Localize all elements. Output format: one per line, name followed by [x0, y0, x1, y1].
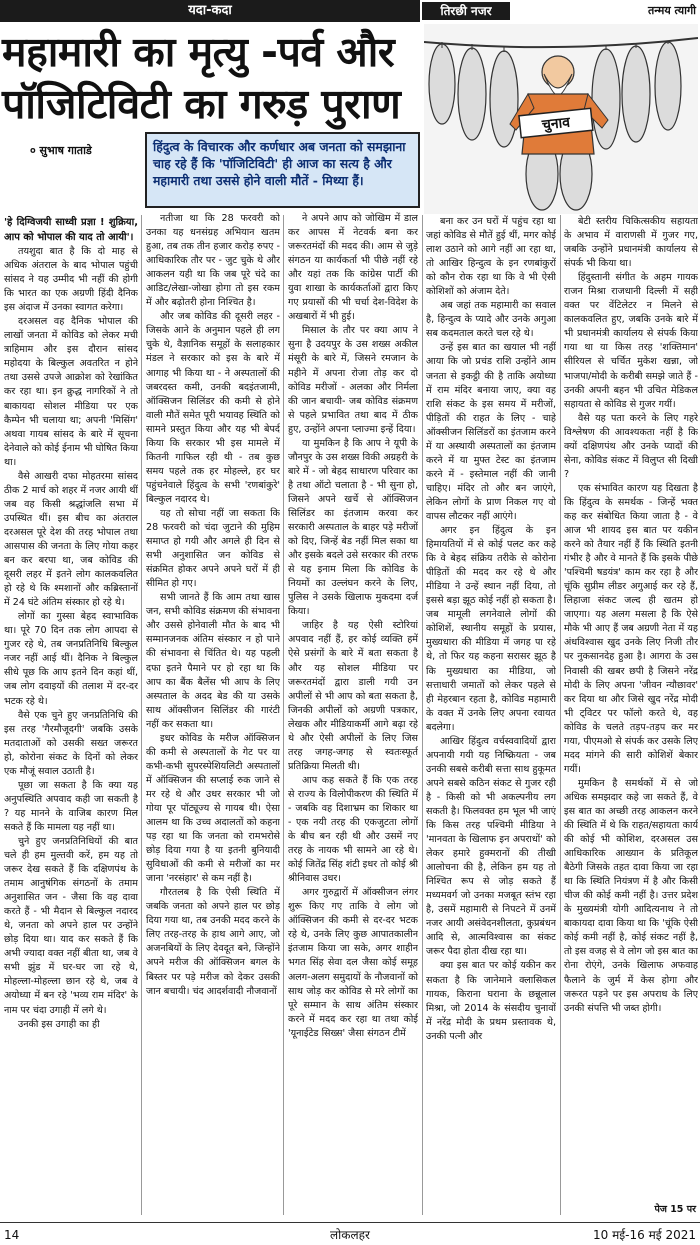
section-tag-tirchhi-nazar: तिरछी नजर [422, 2, 510, 20]
column-divider [560, 215, 561, 1215]
article-paragraph: तयशुदा बात है कि दो माह से अधिक अंतराल के बाद भोपाल पहुंची सांसद ने यह उम्मीद भी नहीं की होगी कि भारत का एक अग्रणी हिंदी दैनिक इस अंदाज में उनका स्वागत करेगा। [4, 246, 138, 314]
article-paragraph: यह तो सोचा नहीं जा सकता कि 28 फरवरी को चंदा जुटाने की मुहिम समाप्त हो गयी और अगले ही दिन से सभी अनुशासित जन कोविड से संक्रमित होकर अपने अपने घरों में ही सीमित हो गए। [146, 507, 280, 590]
article-column-2 [146, 212, 280, 1217]
article-paragraph: बना कर उन घरों में पहुंच रहा था जहां कोविड से मौतें हुई थीं, मगर कोई लाश उठाने को आगे नहीं आ रहा था, तो आखिर हिन्दुत्व के इन रणबांकुरों को कौन रोक रहा था कि वे भी ऐसी कोशिशों को अंजाम देते। [426, 216, 556, 298]
editorial-cartoon [424, 24, 698, 214]
article-paragraph: पूछा जा सकता है कि क्या यह अनुपस्थिति अपवाद कही जा सकती है ? यह मानने के वाजिब कारण मिल सकते हैं कि मामला यह नहीं था। [4, 779, 138, 833]
article-paragraph: दरअसल वह दैनिक भोपाल की लाखों जनता में कोविड को लेकर मची त्राहिमाम और इस दौरान सांसद महोदया के बिल्कुल अवतरित न होने तथा उससे उपजे आक्रोश को रेखांकित कर रहा था। इन क्रुद्ध नागरिकों ने तो बाकायदा सोशल मीडिया पर एक कैम्पेन भी चलाया था; अपनी 'मिसिंग' अथवा गायब सांसद के बारे में सूचना देनेवाले को कोई ईनाम भी घोषित किया था। [4, 316, 138, 468]
article-paragraph: चुने हुए जनप्रतिनिधियों की बात चले ही हम मुल्तवी करें, हम यह तो जरूर देख सकते हैं कि दक्षिणपंथ के तमाम आनुषंगिक संगठनों के तमाम अनुशासित जन - जैसा कि वह दावा करते हैं - भी मैदान से बिल्कुल नदारद थे, जनता को अपने हाल पर उन्होंने छोड़ दिया था। याद कर सकते हैं कि अभी ज्यादा वक्त नहीं बीता था, जब वे सभी झुंड में घर-घर जा रहे थे, मोहल्ला-मोहल्ला छान रहे थे, जब वे अयोध्या में बन रहे 'भव्य राम मंदिर' के नाम पर चंदा उगाही में लगे थे। [4, 835, 138, 1016]
article-paragraph: या मुमकिन है कि आप ने यूपी के जौनपुर के उस शख्स विकी अग्रहरी के बारे में - जो बेहद साधारण परिवार का है तथा ऑटो चलाता है - भी सुना हो, जिसने अपने खर्चे से ऑक्सिजन सिलिंडर का इंतजाम करवा कर सरकारी अस्पताल के बाहर पड़े मरीजों को दिए, जिन्हें बेड नहीं मिल सका था और इसके बदले उसे सरकार की तरफ से यह इनाम मिला कि कोविड के नियमों का उल्लंघन करने के लिए, पुलिस ने उसके खिलाफ मुकदमा दर्ज किया। [288, 437, 418, 618]
article-paragraph: अब जहां तक महामारी का सवाल है, हिन्दुत्व के प्यादे और उनके अगुआ सब कदमताल करते चल रहे थे। [426, 300, 556, 340]
article-paragraph: वैसे यह पता करने के लिए गहरे विश्लेषण की आवश्यकता नहीं है कि क्यों दक्षिणपंथ और उनके प्यादों की सेना, कोविड संकट में विलुप्त सी दिखी ? [564, 412, 698, 480]
column-divider [283, 215, 284, 1215]
page-number: 14 [4, 1228, 20, 1242]
article-paragraph: और जब कोविड की दूसरी लहर - जिसके आने के अनुमान पहले ही लग चुके थे, वैज्ञानिक समूहों के सलाहकार मंडल ने सरकार को इस के बारे में आगाह भी किया था - ने अस्पतालों की जबरदस्त कमी, उनकी बदइंतजामी, ऑक्सिजन सिलिंडर की कमी से होने वाली मौतें समेत पूरी भयावह स्थिति को सामने प्रस्तुत किया और यह भी बेपर्द किया कि सरकार भी इस मामले में कितनी गाफिल रही थी - तब कुछ समय पहले तक हर मोहल्ले, हर घर पहुंचनेवाले हिंदुत्व के सभी 'रणबांकुरे' बिल्कुल नदारद थे। [146, 311, 280, 505]
article-paragraph: वैसे एक चुने हुए जनप्रतिनिधि की इस तरह 'गैरमौजूदगी' जबकि उसके मतदाताओं को उसकी सख्त जरूरत हो, कोरोना संकट के दिनों को लेकर एक मौजूं सवाल उठाती है। [4, 709, 138, 777]
article-paragraph: इधर कोविड के मरीज ऑक्सिजन की कमी से अस्पतालों के गेट पर या कभी-कभी सुपरस्पेशियलिटी अस्पतालों में ऑक्सिजन की सप्लाई रुक जाने से मर रहे थे और उधर सरकार भी जो गोया पूर पॉट्यूज्य से गायब थी। ऐसा आलम था कि उच्च अदालतों को कहना पड़ रहा था कि जनता को रामभरोसे छोड़ दिया गया है या इतनी बुनियादी सुविधाओं की कमी से मरीजों का मर जाना 'नरसंहार' से कम नहीं है। [146, 732, 280, 885]
cartoon-illustration [424, 24, 698, 214]
article-paragraph: वैसे आखरी दफा मोहतरमा सांसद ठीक 2 मार्च को शहर में नजर आयी थीं जब वह किसी श्रद्धांजलि सभा में उपस्थित थीं। इस बीच का अंतराल दरअसल पूरे देश की तरह भोपाल तथा आसपास की जनता के लिए गोया कहर बन कर बरपा था, जब कोविड की दूसरी लहर में इतने लोग कालकवलित हो रहे थे कि श्मशानों और कब्रिस्तानों में 24 घंटे अंतिम संस्कार हो रहे थे। [4, 470, 138, 609]
publication-name: लोकलहर [330, 1228, 370, 1242]
cartoonist-name: तन्मय त्यागी [647, 4, 696, 17]
article-paragraph: आप कह सकते हैं कि एक तरह से राज्य के विलोपीकरण की स्थिति में - जबकि वह दिशाभ्रम का शिकार था - एक नयी तरह की एकजुटता लोगों के बीच बन रही थी और उसमें नए तरह के नायक भी सामने आ रहे थे। कोई जितेंद्र सिंह शंटी इधर तो कोई श्री श्रीनिवास उधर। [288, 774, 418, 885]
article-column-1 [4, 215, 138, 1220]
article-paragraph: एक संभावित कारण यह दिखता है कि हिंदुत्व के समर्थक - जिन्हें भक्त कह कर संबोधित किया जाता है - वे आज भी शायद इस बात पर यकीन करने को तैयार नहीं हैं कि स्थिति इतनी गंभीर है और वे मानते हैं कि इसके पीछे 'पश्चिमी षडयंत्र' काम कर रहा है और चूंकि सुप्रीम लीडर अगुआई कर रहे हैं, लिहाजा संकट जल्द ही खतम हो जाएगा। यह अलग मसला है कि ऐसे मौके भी आए हैं जब अग्रणी नेता में यह अंधविश्वास खुद उनके लिए निजी तौर पर नुकसानदेह हुआ है। आगरा के उस निवासी की खबर छपी है जिसने नरेंद्र मोदी के लिए अपना 'जीवन न्यौछावर' कर दिया था और जिसे खुद नरेंद्र मोदी भी ट्विटर पर फॉलो करते थे, वह कोविड के चलते तड़प-तड़प कर मर गया, पीएमओ से संपर्क कर उसके लिए मदद मांगने की सारी कोशिशें बेकार गयीं। [564, 482, 698, 775]
article-paragraph: जाहिर है यह ऐसी स्टोरियां अपवाद नहीं हैं, हर कोई व्यक्ति हमें ऐसे प्रसंगों के बारे में बता सकता है और यह सोशल मीडिया पर जरूरतमंदों द्वारा डाली गयी उन अपीलों से भी आप को बता सकता है, जिनकी अपीलों को अग्रणी पत्रकार, लेखक और मीडियाकर्मी आगे बढ़ा रहे थे और ऐसी अपीलों के लिए जिस तरह जगह-जगह से स्वतःस्फूर्त प्रतिक्रिया मिलती थी। [288, 620, 418, 772]
column-divider [141, 215, 142, 1215]
article-paragraph: बेटी स्तरीय चिकित्सकीय सहायता के अभाव में वाराणसी में गुजर गए, जबकि उन्होंने प्रधानमंत्री कार्यालय से संपर्क भी किया था। [564, 216, 698, 270]
article-paragraph: अगर इन हिंदुत्व के इन हिमायतियों में से कोई पलट कर कहे कि वे बेहद संक्रिय तरीके से कोरोना पीड़ितों की मदद कर रहे थे और मीडिया ने उन्हें स्थान नहीं दिया, तो इससे बड़ा झूठ कोई नहीं हो सकता है। जब मामूली लगनेवाले लोगों की कोशिशें, स्थानीय समूहों के प्रयास, मुख्यधारा की मीडिया में जगह पा रहे थे, तो फिर यह कहना सरासर झूठ है कि मुख्यधारा का मीडिया, जो सत्ताधारी जमातों को लेकर पहले से ही मेहरबान रहता है, कोविड महामारी के वक्त में उनके लिए अपना रवायत बदलेगा। [426, 525, 556, 733]
article-column-3 [288, 212, 418, 1217]
article-headline: महामारी का मृत्यु -पर्व और पॉजिटिविटी का गरुड़ पुराण [2, 28, 401, 128]
article-paragraph: मिसाल के तौर पर क्या आप ने सुना है उदयपुर के उस शख्स अकील मंसूरी के बारे में, जिसने रमजान के महीने में अपना रोजा तोड़ कर दो कोविड मरीजों - अलका और निर्मला की जान बचायी- जब कोविड संक्रमण से पहले प्रभावित तथा बाद में ठीक हुए, उन्होंने अपना प्लाज्मा इन्हें दिया। [288, 325, 418, 435]
article-column-5 [564, 215, 698, 1220]
article-paragraph: नतीजा था कि 28 फरवरी को उनका यह धनसंग्रह अभियान खतम हुआ, तब तक तीन हजार करोड़ रुपए - आधिकारिक तौर पर - जुट चुके थे और आकलन यही था कि जब पूरे चंदे का आडिट/लेखा-जोखा होगा तो इस रकम में और बढ़ोतरी होना निश्चित है। [146, 213, 280, 309]
article-paragraph: आखिर हिंदुत्व वर्चस्ववादियों द्वारा अपनायी गयी यह निष्क्रियता - जब उनकी सबसे करीबी सत्ता साथ हुकूमत अपने सबसे कठिन संकट से गुजर रही है - किसी को भी अकल्पनीय लग सकती है। फिलवक्त हम भूल भी जाएं कि किस तरह पश्चिमी मीडिया ने 'मानवता के खिलाफ इन अपराधों' को लेकर हमारे हुक्मरानों की तीखी आलोचना की है, लेकिन हम यह तो निश्चित रूप से जोड़ सकते हैं मध्यमवर्ग जो उनका मजबूत स्तंभ रहा है, उसमें महामारी से निपटने में उनमें नजर आयी असंवेदनशीलता, कुप्रबंधन आदि से, आत्मविश्वास का संकट जरूर पैदा होता दीख रहा था। [426, 735, 556, 958]
article-paragraph: हिंदुस्तानी संगीत के अहम गायक राजन मिश्रा राजधानी दिल्ली में सही वक्त पर वेंटिलेटर न मिलने से कालकवलित हुए, जबकि उनके बारे में भी प्रधानमंत्री कार्यालय से संपर्क किया गया था या किस तरह 'शक्तिमान' सीरियल से चर्चित मुकेश खन्ना, जो भाजपा/मोदी के करीबी समझे जाते हैं - उनकी अपनी बहन भी उचित मेडिकल सहायता से कोविड से गुजर गयीं। [564, 272, 698, 410]
issue-date: 10 मई-16 मई 2021 [593, 1228, 696, 1242]
section-tag-yada-kada: यदा-कदा [0, 0, 420, 22]
article-paragraph: गौरतलब है कि ऐसी स्थिति में जबकि जनता को अपने हाल पर छोड़ दिया गया था, तब उनकी मदद करने के लिए तरह-तरह के हाथ आगे आए, जो अजनबियों के लिए देवदूत बने, जिन्होंने अपने मरीज की ऑक्सिजन बगल के बिस्तर पर पड़े मरीज को देकर उसकी जान बचायी। चंद आदर्शवादी नौजवानों [146, 887, 280, 997]
article-paragraph: ने अपने आप को जोखिम में डाल कर आपस में नेटवर्क बना कर जरूरतमंदों की मदद की। आम से जुड़े संगठन या कार्यकर्ता भी पीछे नहीं रहे और यहां तक कि कांग्रेस पार्टी की युवा शाखा के कार्यकर्ताओं द्वारा किए गए प्रयासों की भी चर्चा देश-विदेश के अखबारों में भी हुई। [288, 213, 418, 323]
column-divider [422, 215, 423, 1215]
article-paragraph: उन्हें इस बात का खयाल भी नहीं आया कि जो प्रचंड राशि उन्होंने आम जनता से इकट्ठी की है ताकि अयोध्या में राम मंदिर बनाया जाए, क्या वह राशि संकट के इस समय में मरीजों, पीड़ितों की राहत के लिए - चाहे ऑक्सीजन सिलिंडरों का इंतजाम करने में या अस्थायी अस्पतालों का इंतजाम करने में या मुफ्त टेस्ट का इंतजाम करने में - इस्तेमाल नहीं की जानी चाहिए। मंदिर तो और बन जाएंगे, लेकिन लोगों के प्राण निकल गए वो वापस लौटकर नहीं आएंगे। [426, 342, 556, 522]
article-paragraph: उनकी इस उगाही का ही [18, 1018, 100, 1030]
article-paragraph: अगर गुरुद्वारों में ऑक्सीजन लंगर शुरू किए गए ताकि वे लोग जो ऑक्सिजन की कमी से दर-दर भटक रहे थे, उनके लिए कुछ आपातकालीन इंतजाम किया जा सके, अगर शाहीन भगत सिंह सेवा दल जैसा कोई समूह अलग-अलग समुदायों के नौजवानों को साथ जोड़ कर कोविड से मरे लोगों का पूरे सम्मान के साथ अंतिम संस्कार करने में मदद कर रहा था तथा कोई 'यूनाईटेड सिख्स' जैसा संगठन टीमें [288, 887, 418, 1039]
article-paragraph: 'हे दिग्विजयी साध्वी प्रज्ञा ! शुक्रिया, आप को भोपाल की याद तो आयी'। [4, 217, 138, 243]
footer-rule [0, 1222, 700, 1223]
article-column-4 [426, 215, 556, 1220]
article-paragraph: मुमकिन है समर्थकों में से जो अधिक समझदार कहे जा सकते हैं, वे इस बात का अच्छी तरह आकलन करने की स्थिति में थे कि राहत/सहायता कार्य की कोई भी कोशिश, दरअसल उस आधिकारिक आख्यान के प्रतिकूल बैठेगी जिसके तहत दावा किया जा रहा था कि स्थिति नियंत्रण में है और किसी चीज की कोई कमी नहीं है। उत्तर प्रदेश के मुख्यमंत्री योगी आदित्यनाथ ने तो बाकायदा दावा किया था कि 'चूंकि ऐसी कोई कमी नहीं है, कोई संकट नहीं है, तो इस वजह से वे लोग जो इस बात का रोना रोएंगे, उनके खिलाफ अफवाह फैलाने के जुर्म में केस होगा और जरूरत पड़ने पर इस अपराध के लिए उनकी संपत्ति भी जब्त होगी। [564, 777, 698, 1014]
continued-on-page: पेज 15 पर [654, 1204, 696, 1215]
article-paragraph: सभी जानते हैं कि आम तथा खास जन, सभी कोविड संक्रमण की संभावना और उससे होनेवाली मौत के बाद भी सम्मानजनक अंतिम संस्कार न हो पाने की संभावना से चिंतित थे। यह पहली दफा इतने पैमाने पर हो रहा था कि आप का बैंक बैलेंस भी आप के लिए अस्पताल के अदद बेड की या उसके साथ ऑक्सीजन सिलिंडर की गारंटी नहीं कर सकता था। [146, 592, 280, 730]
pull-quote: हिंदुत्व के विचारक और कर्णधार अब जनता को समझाना चाह रहे हैं कि 'पॉजिटिविटी' ही आज का सत्य है और महामारी तथा उससे होने वाली मौतें - मिथ्या हैं। [145, 132, 420, 208]
article-byline: ० सुभाष गाताडे [30, 144, 92, 157]
article-paragraph: क्या इस बात पर कोई यकीन कर सकता है कि जानेमाने क्लासिकल गायक, किराना घराना के छन्नूलाल मिश्रा, जो 2014 के संसदीय चुनावों में नरेंद्र मोदी के प्रथम प्रस्तावक थे, उनकी पत्नी और [426, 960, 556, 1042]
article-paragraph: लोगों का गुस्सा बेहद स्वाभाविक था। पूरे 70 दिन तक लोग आपदा से गुजर रहे थे, तब जनप्रतिनिधि बिल्कुल नजर नहीं आई थीं। दैनिक ने बिल्कुल सीधे पूछ कि आप इतने दिन कहां थीं, जब लोग दवाइयों की तलाश में दर-दर भटक रहे थे। [4, 611, 138, 707]
cartoon-sign-text: चुनाव [541, 114, 571, 134]
